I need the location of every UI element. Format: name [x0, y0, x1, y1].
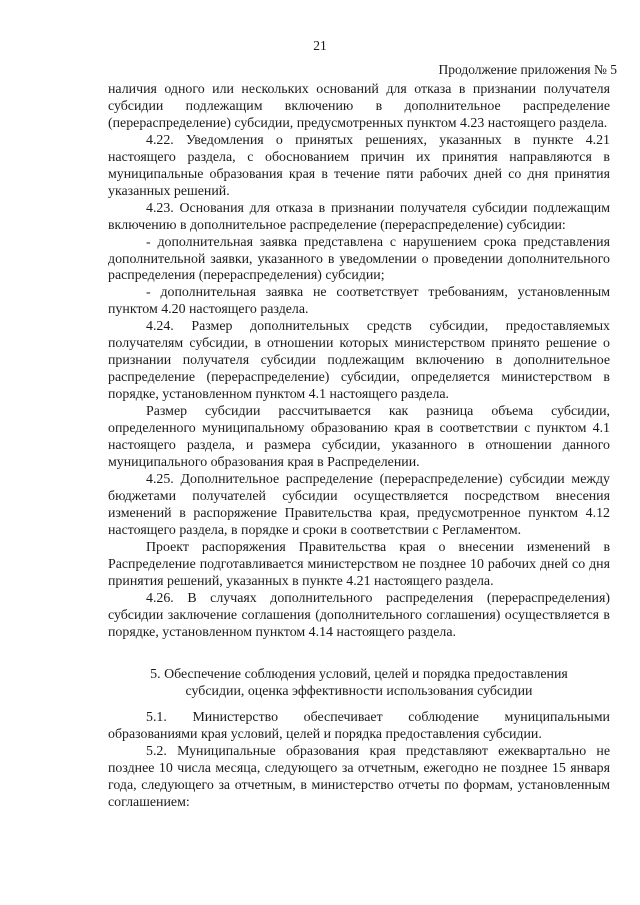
page-number: 21: [313, 38, 327, 53]
section-5-heading: [108, 667, 610, 701]
paragraph-4-25: 4.25. Дополнительное распределение (перераспределение) субсидии между бюджетами получателей субсидии осуществляется посредством внесения изменений в распоряжение Правительства края, предусмотренное пунктом 4.12 настоящего раздела, в порядке и сроки в соответствии с Регламентом.: [108, 471, 610, 538]
section-heading-line-1: 5. Обеспечение соблюдения условий, целей и порядка предоставления: [150, 667, 568, 683]
paragraph-draft-order: Проект распоряжения Правительства края о внесении изменений в Распределение подготавливается министерством не позднее 10 рабочих дней со дня принятия решений, указанных в пункте 4.21 настоящего раздела.: [108, 539, 610, 589]
list-item-requirements-mismatch: - дополнительная заявка не соответствует требованиям, установленным пунктом 4.20 настоящего раздела.: [108, 285, 610, 318]
paragraph-4-23: 4.23. Основания для отказа в признании получателя субсидии подлежащим включению в дополнительное распределение (перераспределение) субсидии:: [108, 200, 610, 233]
list-item-late-application: - дополнительная заявка представлена с нарушением срока представления дополнительной заявки, указанного в уведомлении о проведении дополнительного распределения (перераспределения) субсидии;: [108, 234, 610, 284]
paragraph-continuation: наличия одного или нескольких оснований для отказа в признании получателя субсидии подлежащим включению в дополнительное распределение (перераспределение) субсидии, предусмотренных пунктом 4.23 настоящего раздела.: [108, 82, 610, 131]
paragraph-4-24: 4.24. Размер дополнительных средств субсидии, предоставляемых получателям субсидии, в отношении которых министерством принято решение о признании получателя субсидии подлежащим включению в дополнительное распределение (перераспределение) субсидии, определяется министерством в порядке, установленном пунктом 4.1 настоящего раздела.: [108, 319, 610, 403]
paragraph-4-26: 4.26. В случаях дополнительного распределения (перераспределения) субсидии заключение соглашения (дополнительного соглашения) осуществляется в порядке, установленном пунктом 4.14 настоящего раздела.: [108, 590, 610, 640]
paragraph-5-2: 5.2. Муниципальные образования края представляют ежеквартально не позднее 10 числа месяца, следующего за отчетным, ежегодно не позднее 15 января года, следующего за отчетным, в министерство отчеты по формам, установленным соглашением:: [108, 744, 610, 811]
paragraph-subsidy-calculation: Размер субсидии рассчитывается как разница объема субсидии, определенного муниципальному образованию края в соответствии с пунктом 4.1 настоящего раздела, и размера субсидии, указанного в отношении данного муниципального образования края в Распределении.: [108, 404, 610, 470]
paragraph-4-22: 4.22. Уведомления о принятых решениях, указанных в пункте 4.21 настоящего раздела, с обоснованием причин их принятия направляются в муниципальные образования края в течение пяти рабочих дней со дня принятия указанных решений.: [108, 132, 610, 199]
appendix-continuation-note: Продолжение приложения № 5: [438, 62, 617, 77]
paragraph-5-1: 5.1. Министерство обеспечивает соблюдение муниципальными образованиями края условий, целей и порядка предоставления субсидии.: [108, 710, 610, 743]
document-body: [108, 82, 610, 812]
section-heading-line-2: субсидии, оценка эффективности использования субсидии: [185, 684, 533, 700]
